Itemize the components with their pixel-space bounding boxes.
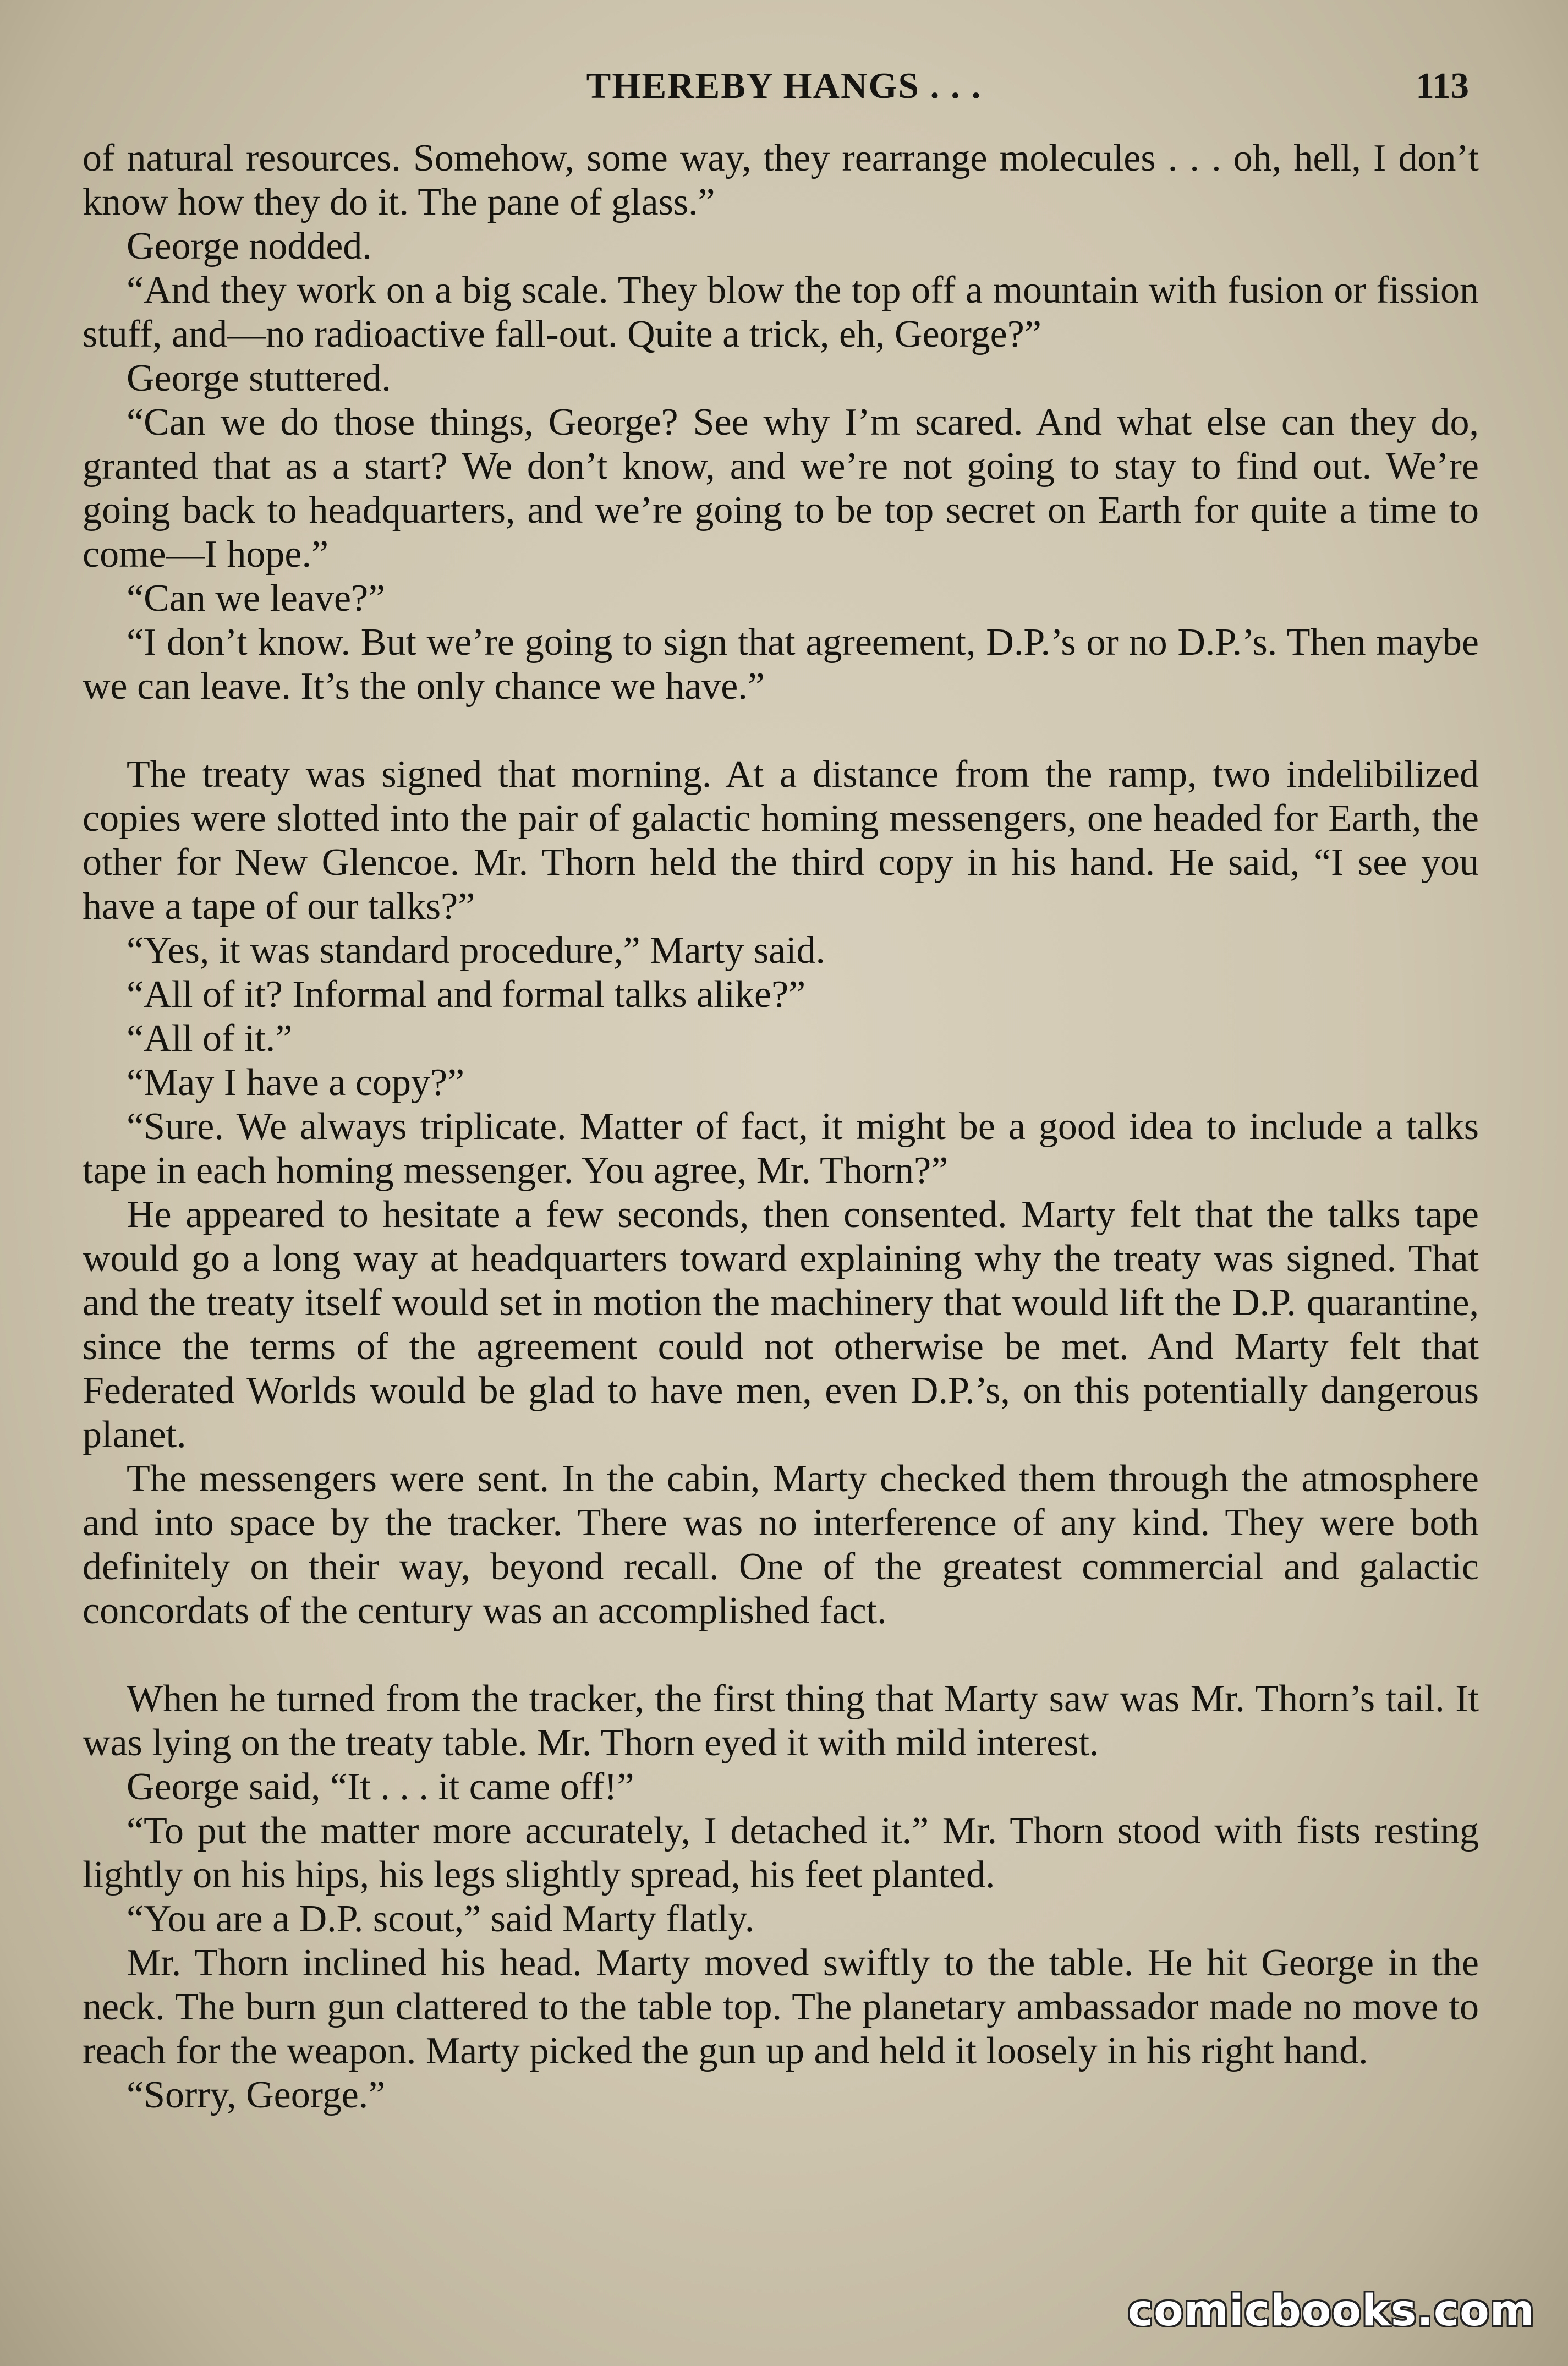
section-break (83, 1633, 1479, 1677)
paragraph: The messengers were sent. In the cabin, Marty checked them through the atmosphere and into space by the tracker. There was no interference of any kind. They were both definitely on their way, beyond recall. One of the greatest commercial and galactic concordats of the century was an accomplished fact. (83, 1458, 1479, 1632)
paragraph: “All of it.” (127, 1017, 293, 1060)
paragraph: “All of it? Informal and formal talks alike?” (127, 973, 806, 1016)
paragraph: George nodded. (127, 225, 372, 267)
paragraph: “And they work on a big scale. They blow the top off a mountain with fusion or fission stuff, and—no radioactive fall-out. Quite a trick, eh, George?” (83, 269, 1479, 355)
watermark-logo: comicbooks.com (1127, 2286, 1535, 2336)
paragraph: “I don’t know. But we’re going to sign that agreement, D.P.’s or no D.P.’s. Then maybe we can leave. It’s the only chance we have.” (83, 621, 1479, 708)
paragraph: “You are a D.P. scout,” said Marty flatly. (127, 1898, 755, 1940)
paragraph: “May I have a copy?” (127, 1061, 465, 1104)
running-head: THEREBY HANGS . . . (586, 65, 982, 106)
paragraph: The treaty was signed that morning. At a distance from the ramp, two indelibilized copies were slotted into the pair of galactic homing messengers, one headed for Earth, the other for New Glencoe. Mr. Thorn held the third copy in his hand. He said, “I see you have a tape of our talks?” (83, 753, 1479, 928)
body-text (83, 136, 1479, 2117)
section-break (83, 709, 1479, 753)
paragraph: George stuttered. (127, 357, 391, 399)
paragraph: When he turned from the tracker, the first thing that Marty saw was Mr. Thorn’s tail. It was lying on the treaty table. Mr. Thorn eyed it with mild interest. (83, 1678, 1479, 1764)
paragraph: of natural resources. Somehow, some way, they rearrange molecules . . . oh, hell, I don’t know how they do it. The pane of glass.” (83, 137, 1479, 223)
paragraph: “Can we leave?” (127, 577, 386, 620)
paragraph: George said, “It . . . it came off!” (127, 1766, 634, 1808)
paragraph: He appeared to hesitate a few seconds, then consented. Marty felt that the talks tape would go a long way at headquarters toward explaining why the treaty was signed. That and the treaty itself would set in motion the machinery that would lift the D.P. quarantine, since the terms of the agreement could not otherwise be met. And Marty felt that Federated Worlds would be glad to have men, even D.P.’s, on this potentially dangerous planet. (83, 1193, 1479, 1456)
paragraph: Mr. Thorn inclined his head. Marty moved swiftly to the table. He hit George in the neck. The burn gun clattered to the table top. The planetary ambassador made no move to reach for the weapon. Marty picked the gun up and held it loosely in his right hand. (83, 1942, 1479, 2072)
paragraph: “Can we do those things, George? See why I’m scared. And what else can they do, granted that as a start? We don’t know, and we’re not going to stay to find out. We’re going back to headquarters, and we’re going to be top secret on Earth for quite a time to come—I hope.” (83, 401, 1479, 576)
paragraph: “Yes, it was standard procedure,” Marty said. (127, 929, 826, 972)
paragraph: “Sorry, George.” (127, 2074, 386, 2116)
paragraph: “To put the matter more accurately, I detached it.” Mr. Thorn stood with fists resting lightly on his hips, his legs slightly spread, his feet planted. (83, 1810, 1479, 1896)
page-number: 113 (1416, 65, 1469, 106)
page-header (83, 65, 1485, 120)
paragraph: “Sure. We always triplicate. Matter of fact, it might be a good idea to include a talks tape in each homing messenger. You agree, Mr. Thorn?” (83, 1105, 1479, 1192)
